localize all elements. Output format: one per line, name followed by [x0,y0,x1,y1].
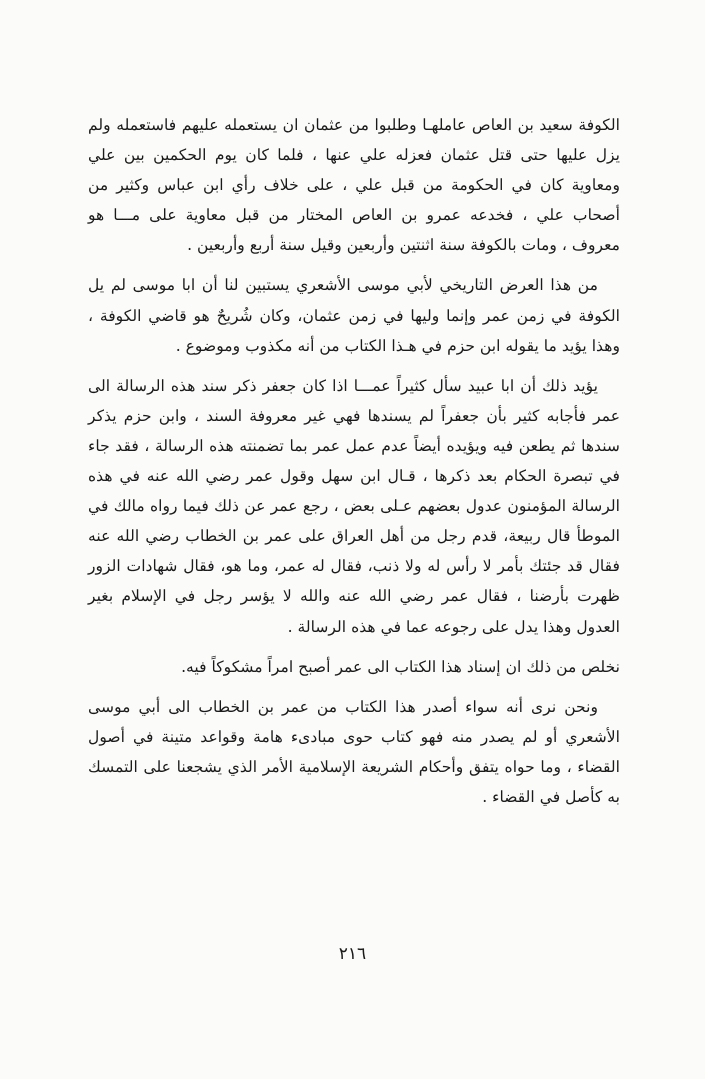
paragraph-4: نخلص من ذلك ان إسناد هذا الكتاب الى عمر أصبح امراً مشكوكاً فيه. [181,657,620,676]
body-text [88,110,620,812]
page-number: ٢١٦ [338,944,367,964]
paragraph-5: ونحن نرى أنه سواء أصدر هذا الكتاب من عمر بن الخطاب الى أبي موسى الأشعري أو لم يصدر منه فهو كتاب حوى مبادىء هامة وقواعد متينة في أصول القضاء ، وما حواه يتفق وأحكام الشريعة الإسلامية الأمر الذي يشجعنا على التمسك به كأصل في القضاء . [88,697,620,806]
paragraph-1: الكوفة سعيد بن العاص عاملهـا وطلبوا من عثمان ان يستعمله عليهم فاستعمله ولم يزل عليها حتى قتل عثمان فعزله علي عنها ، فلما كان يوم الحكمين بين علي ومعاوية كان في الحكومة من قبل علي ، على خلاف رأي ابن عباس وكثير من أصحاب علي ، فخدعه عمرو بن العاص المختار من قبل معاوية على مـــا هو معروف ، ومات بالكوفة سنة اثنتين وأربعين وقيل سنة أربع وأربعين . [88,116,620,255]
paragraph-3: يؤيد ذلك أن ابا عبيد سأل كثيراً عمـــا اذا كان جعفر ذكر سند هذه الرسالة الى عمر فأجابه كثير بأن جعفراً لم يسندها فهي غير معروفة السند ، وابن حزم يذكر سندها ثم يطعن فيه ويؤيده أيضاً عدم عمل عمر بما تضمنته هذه الرسالة ، فقد جاء في تبصرة الحكام بعد ذكرها ، قـال ابن سهل وقول عمر رضي الله عنه في هذه الرسالة المؤمنون عدول بعضهم عـلى بعض ، رجع عمر عن ذلك فيما رواه مالك في الموطأ قال ربيعة، قدم رجل من أهل العراق على عمر بن الخطاب رضي الله عنه فقال قد جئتك بأمر لا رأس له ولا ذنب، فقال له عمر، وما هو، فقال شهادات الزور ظهرت بأرضنا ، فقال عمر رضي الله عنه والله لا يؤسر رجل في الإسلام بغير العدول وهذا يدل على رجوعه عما في هذه الرسالة . [88,376,620,636]
paragraph-2: من هذا العرض التاريخي لأبي موسى الأشعري يستبين لنا أن ابا موسى لم يل الكوفة في زمن عمر وإنما وليها في زمن عثمان، وكان شُريحٌ هو قاضي الكوفة ، وهذا يؤيد ما يقوله ابن حزم في هـذا الكتاب من أنه مكذوب وموضوع . [88,276,620,355]
